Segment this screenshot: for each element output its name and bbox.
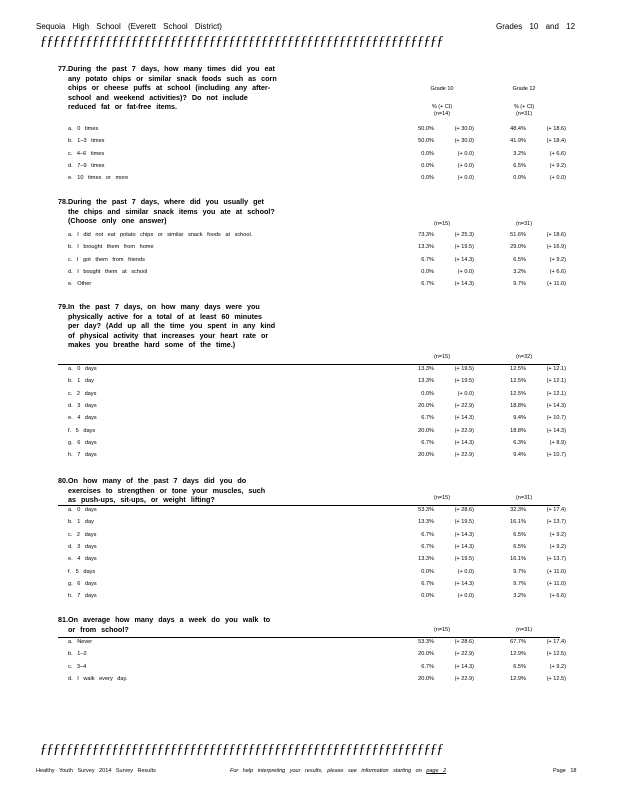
footer-survey-name: Healthy Youth Survey 2014 Survey Results xyxy=(36,768,156,774)
grade10-percent: 0.0% xyxy=(421,568,434,575)
grade-column-header: Grade 12 xyxy=(512,86,536,92)
grade12-ci: (+ 18.6) xyxy=(546,232,566,238)
response-row xyxy=(58,519,566,531)
grade10-ci: (+ 19.5) xyxy=(454,244,474,251)
response-label: c. 4–6 times xyxy=(68,150,105,157)
response-label: a. 0 days xyxy=(68,366,97,372)
grade10-percent: 6.7% xyxy=(421,663,434,670)
response-row xyxy=(58,651,566,663)
grade10-ci: (+ 0.0) xyxy=(457,268,474,275)
response-row xyxy=(58,162,566,175)
grade12-ci: (+ 0.0) xyxy=(549,175,566,182)
response-label: c. I got them from friends xyxy=(68,256,145,263)
grade10-ci: (+ 22.9) xyxy=(454,452,474,459)
grade12-percent: 6.5% xyxy=(513,663,526,670)
grade12-percent: 48.4% xyxy=(510,126,526,132)
grade10-percent: 20.0% xyxy=(418,675,434,682)
response-label: f. 5 days xyxy=(68,427,96,434)
response-label: d. I walk every day. xyxy=(68,675,128,682)
grade12-percent: 12.5% xyxy=(510,378,526,385)
grade12-percent: 6.5% xyxy=(513,162,526,169)
grade10-ci: (+ 22.9) xyxy=(454,402,474,409)
grade12-ci: (+ 10.7) xyxy=(546,415,566,422)
grade12-percent: 16.1% xyxy=(510,519,526,526)
grade10-percent: 50.0% xyxy=(418,126,434,132)
grade12-ci: (+ 6.6) xyxy=(549,150,566,157)
grade10-percent: 0.0% xyxy=(421,390,434,397)
grade12-ci: (+ 11.0) xyxy=(546,568,566,575)
grade10-percent: 0.0% xyxy=(421,268,434,275)
question-text xyxy=(58,302,278,350)
grade10-ci: (+ 14.3) xyxy=(454,580,474,587)
grade10-ci: (+ 25.3) xyxy=(454,232,474,238)
grade10-percent: 20.0% xyxy=(418,651,434,658)
grade12-ci: (+ 11.0) xyxy=(546,580,566,587)
grade-column-header: Grade 10 xyxy=(430,86,454,92)
table-rule xyxy=(58,364,560,365)
sample-size-label: (n=31) xyxy=(515,627,533,633)
response-label: h. 7 days xyxy=(68,452,97,459)
grade10-percent: 53.3% xyxy=(418,639,434,645)
grade10-percent: 13.3% xyxy=(418,519,434,526)
grade10-ci: (+ 0.0) xyxy=(457,150,474,157)
grade12-percent: 51.6% xyxy=(510,232,526,238)
grade12-ci: (+ 12.5) xyxy=(546,675,566,682)
grade10-percent: 6.7% xyxy=(421,415,434,422)
response-label: e. Other xyxy=(68,281,92,288)
grade10-ci: (+ 0.0) xyxy=(457,175,474,182)
grade12-ci: (+ 9.2) xyxy=(549,543,566,550)
response-row xyxy=(58,366,566,378)
question-text xyxy=(58,476,278,505)
grade10-ci: (+ 14.3) xyxy=(454,663,474,670)
decorative-f-line-top: ƒƒƒƒƒƒƒƒƒƒƒƒƒƒƒƒƒƒƒƒƒƒƒƒƒƒƒƒƒƒƒƒƒƒƒƒƒƒƒƒƒƒƒƒƒƒƒƒƒƒƒƒƒƒƒƒƒƒƒƒƒƒ xyxy=(40,34,443,49)
response-row xyxy=(58,402,566,415)
grade12-ci: (+ 10.7) xyxy=(546,452,566,459)
footer-page-number: Page 18 xyxy=(553,768,577,774)
response-row xyxy=(58,281,566,293)
grade10-percent: 6.7% xyxy=(421,531,434,538)
grade12-percent: 9.4% xyxy=(513,415,526,422)
percent-ci-header: % (+ CI) xyxy=(431,104,453,110)
response-row xyxy=(58,593,566,605)
grade10-percent: 73.3% xyxy=(418,232,434,238)
response-row xyxy=(58,452,566,464)
grade12-percent: 3.2% xyxy=(513,268,526,275)
response-label: g. 6 days xyxy=(68,439,97,446)
response-row xyxy=(58,415,566,427)
grade10-ci: (+ 19.5) xyxy=(454,378,474,385)
question-number: 78. xyxy=(58,197,68,206)
sample-size-label: (n=31) xyxy=(515,221,533,227)
footer-help-label: For help interpreting your results, please see information starting on xyxy=(230,768,422,774)
response-row xyxy=(58,568,566,581)
question-prompt: During the past 7 days, where did you usually get the chips and similar snack items you ate at school? (Choose only one answer) xyxy=(68,197,275,226)
grade10-ci: (+ 14.3) xyxy=(454,281,474,288)
decorative-f-line-bottom: ƒƒƒƒƒƒƒƒƒƒƒƒƒƒƒƒƒƒƒƒƒƒƒƒƒƒƒƒƒƒƒƒƒƒƒƒƒƒƒƒƒƒƒƒƒƒƒƒƒƒƒƒƒƒƒƒƒƒƒƒƒƒ xyxy=(40,742,443,757)
grade10-ci: (+ 14.3) xyxy=(454,543,474,550)
grade12-ci: (+ 17.4) xyxy=(546,639,566,645)
page-header-school: Sequoia High School (Everett School District) xyxy=(36,22,222,31)
grade12-percent: 6.5% xyxy=(513,531,526,538)
grade10-percent: 13.3% xyxy=(418,556,434,563)
sample-size-label: (n=31) xyxy=(515,495,533,501)
response-row xyxy=(58,639,566,651)
grade10-percent: 0.0% xyxy=(421,175,434,182)
response-row xyxy=(58,543,566,556)
response-label: g. 6 days xyxy=(68,580,97,587)
grade10-ci: (+ 30.0) xyxy=(454,126,474,132)
question-number: 81. xyxy=(58,615,68,624)
grade12-ci: (+ 16.9) xyxy=(546,244,566,251)
grade12-percent: 6.3% xyxy=(513,439,526,446)
grade10-ci: (+ 30.0) xyxy=(454,138,474,145)
response-row xyxy=(58,663,566,676)
response-row xyxy=(58,256,566,269)
response-row xyxy=(58,556,566,568)
question-prompt: On how many of the past 7 days did you do exercises to strengthen or tone your muscles, such as push-ups, sit-ups, or weight lifting? xyxy=(68,476,266,505)
grade10-percent: 6.7% xyxy=(421,439,434,446)
question-number: 79. xyxy=(58,302,68,311)
response-row xyxy=(58,439,566,452)
response-label: b. 1–3 times xyxy=(68,138,105,145)
response-label: d. I bought them at school xyxy=(68,268,148,275)
response-row xyxy=(58,390,566,403)
response-label: c. 2 days xyxy=(68,531,97,538)
grade12-percent: 41.9% xyxy=(510,138,526,145)
grade12-ci: (+ 12.1) xyxy=(546,366,566,372)
response-label: a. I did not eat potato chips or similar snack foods at school. xyxy=(68,232,253,238)
response-row xyxy=(58,531,566,544)
grade10-ci: (+ 28.6) xyxy=(454,507,474,513)
sample-size-label: (n=15) xyxy=(433,354,451,360)
grade10-percent: 20.0% xyxy=(418,452,434,459)
grade12-percent: 6.5% xyxy=(513,256,526,263)
sample-size-label: (n=15) xyxy=(433,221,451,227)
response-label: b. 1–2 xyxy=(68,651,87,658)
question-text xyxy=(58,197,278,226)
grade10-percent: 20.0% xyxy=(418,402,434,409)
question-text xyxy=(58,615,278,634)
response-label: e. 4 days xyxy=(68,556,97,563)
grade12-ci: (+ 12.5) xyxy=(546,651,566,658)
grade12-ci: (+ 18.6) xyxy=(546,126,566,132)
response-row xyxy=(58,507,566,519)
grade12-ci: (+ 8.9) xyxy=(549,439,566,446)
grade10-ci: (+ 22.9) xyxy=(454,651,474,658)
grade12-percent: 67.7% xyxy=(510,639,526,645)
grade10-ci: (+ 0.0) xyxy=(457,162,474,169)
grade12-percent: 12.9% xyxy=(510,651,526,658)
grade12-percent: 12.5% xyxy=(510,390,526,397)
response-label: e. 10 times or more xyxy=(68,175,129,182)
grade10-ci: (+ 28.6) xyxy=(454,639,474,645)
response-label: a. 0 days xyxy=(68,507,97,513)
sample-size-label: (n=14) xyxy=(433,111,451,117)
response-label: f. 5 days xyxy=(68,568,96,575)
grade12-ci: (+ 17.4) xyxy=(546,507,566,513)
response-label: b. 1 day xyxy=(68,378,94,385)
grade10-percent: 6.7% xyxy=(421,281,434,288)
grade10-ci: (+ 0.0) xyxy=(457,390,474,397)
grade10-ci: (+ 22.9) xyxy=(454,675,474,682)
grade12-percent: 12.9% xyxy=(510,675,526,682)
question-prompt: On average how many days a week do you walk to or from school? xyxy=(68,615,271,634)
sample-size-label: (n=15) xyxy=(433,627,451,633)
question-text xyxy=(58,64,278,112)
grade12-ci: (+ 6.6) xyxy=(549,593,566,600)
grade10-ci: (+ 22.9) xyxy=(454,427,474,434)
grade12-percent: 3.2% xyxy=(513,593,526,600)
grade10-percent: 0.0% xyxy=(421,162,434,169)
grade12-ci: (+ 12.1) xyxy=(546,378,566,385)
response-row xyxy=(58,675,566,688)
response-row xyxy=(58,175,566,187)
table-rule xyxy=(58,505,560,506)
grade12-ci: (+ 9.2) xyxy=(549,531,566,538)
grade12-percent: 3.2% xyxy=(513,150,526,157)
question-number: 80. xyxy=(58,476,68,485)
response-label: h. 7 days xyxy=(68,593,97,600)
response-row xyxy=(58,580,566,593)
grade12-percent: 9.7% xyxy=(513,568,526,575)
response-label: b. 1 day xyxy=(68,519,94,526)
grade12-ci: (+ 13.7) xyxy=(546,519,566,526)
grade10-percent: 53.3% xyxy=(418,507,434,513)
sample-size-label: (n=15) xyxy=(433,495,451,501)
grade12-percent: 12.5% xyxy=(510,366,526,372)
grade10-ci: (+ 0.0) xyxy=(457,593,474,600)
grade12-ci: (+ 6.6) xyxy=(549,268,566,275)
response-row xyxy=(58,427,566,440)
response-row xyxy=(58,138,566,150)
response-row xyxy=(58,150,566,163)
footer-page-link[interactable]: page 2 xyxy=(426,768,447,774)
grade10-ci: (+ 0.0) xyxy=(457,568,474,575)
grade10-ci: (+ 14.3) xyxy=(454,256,474,263)
grade12-ci: (+ 12.1) xyxy=(546,390,566,397)
grade10-percent: 6.7% xyxy=(421,543,434,550)
grade12-percent: 18.8% xyxy=(510,402,526,409)
grade12-percent: 0.0% xyxy=(513,175,526,182)
response-row xyxy=(58,244,566,256)
grade12-ci: (+ 11.0) xyxy=(546,281,566,288)
grade12-ci: (+ 18.4) xyxy=(546,138,566,145)
percent-ci-header: % (+ CI) xyxy=(513,104,535,110)
response-row xyxy=(58,378,566,390)
response-row xyxy=(58,126,566,138)
grade10-percent: 13.3% xyxy=(418,366,434,372)
table-rule xyxy=(58,637,560,638)
response-row xyxy=(58,232,566,244)
grade10-percent: 13.3% xyxy=(418,378,434,385)
grade10-ci: (+ 19.5) xyxy=(454,519,474,526)
question-prompt: In the past 7 days, on how many days were you physically active for a total of at least 60 minutes per day? (Add up all the time you spent in any kind of physical activity that increases your heart rate or makes you breathe hard some of the time.) xyxy=(68,302,276,350)
grade12-ci: (+ 14.3) xyxy=(546,427,566,434)
grade12-percent: 6.5% xyxy=(513,543,526,550)
question-number: 77. xyxy=(58,64,68,73)
grade10-percent: 6.7% xyxy=(421,256,434,263)
grade12-percent: 18.8% xyxy=(510,427,526,434)
grade12-percent: 29.0% xyxy=(510,244,526,251)
grade12-ci: (+ 9.2) xyxy=(549,256,566,263)
grade10-percent: 0.0% xyxy=(421,593,434,600)
sample-size-label: (n=31) xyxy=(515,111,533,117)
response-label: e. 4 days xyxy=(68,415,97,422)
grade10-percent: 50.0% xyxy=(418,138,434,145)
footer-help-text xyxy=(230,768,446,774)
grade12-ci: (+ 14.3) xyxy=(546,402,566,409)
grade10-percent: 0.0% xyxy=(421,150,434,157)
grade12-percent: 32.3% xyxy=(510,507,526,513)
response-label: c. 3–4 xyxy=(68,663,87,670)
grade10-ci: (+ 14.3) xyxy=(454,439,474,446)
response-label: b. I brought them from home xyxy=(68,244,154,251)
response-label: c. 2 days xyxy=(68,390,97,397)
grade12-percent: 9.4% xyxy=(513,452,526,459)
grade10-ci: (+ 14.3) xyxy=(454,415,474,422)
grade12-percent: 16.1% xyxy=(510,556,526,563)
response-row xyxy=(58,268,566,281)
response-label: d. 7–9 times xyxy=(68,162,105,169)
grade10-percent: 20.0% xyxy=(418,427,434,434)
grade12-ci: (+ 9.2) xyxy=(549,663,566,670)
page-header-grades: Grades 10 and 12 xyxy=(496,22,576,31)
grade12-ci: (+ 9.2) xyxy=(549,162,566,169)
grade10-ci: (+ 19.5) xyxy=(454,366,474,372)
response-label: d. 3 days xyxy=(68,543,97,550)
grade10-percent: 13.3% xyxy=(418,244,434,251)
response-label: d. 3 days xyxy=(68,402,97,409)
grade12-ci: (+ 13.7) xyxy=(546,556,566,563)
sample-size-label: (n=32) xyxy=(515,354,533,360)
response-label: a. Never xyxy=(68,639,93,645)
grade10-percent: 6.7% xyxy=(421,580,434,587)
grade12-percent: 9.7% xyxy=(513,281,526,288)
response-label: a. 0 times xyxy=(68,126,99,132)
grade12-percent: 9.7% xyxy=(513,580,526,587)
grade10-ci: (+ 14.3) xyxy=(454,531,474,538)
question-prompt: During the past 7 days, how many times did you eat any potato chips or similar snack foods such as corn chips or cheese puffs at school (including any after-school and weekend activities)? Do not include reduced fat or fat-free items. xyxy=(68,64,277,112)
grade10-ci: (+ 19.5) xyxy=(454,556,474,563)
